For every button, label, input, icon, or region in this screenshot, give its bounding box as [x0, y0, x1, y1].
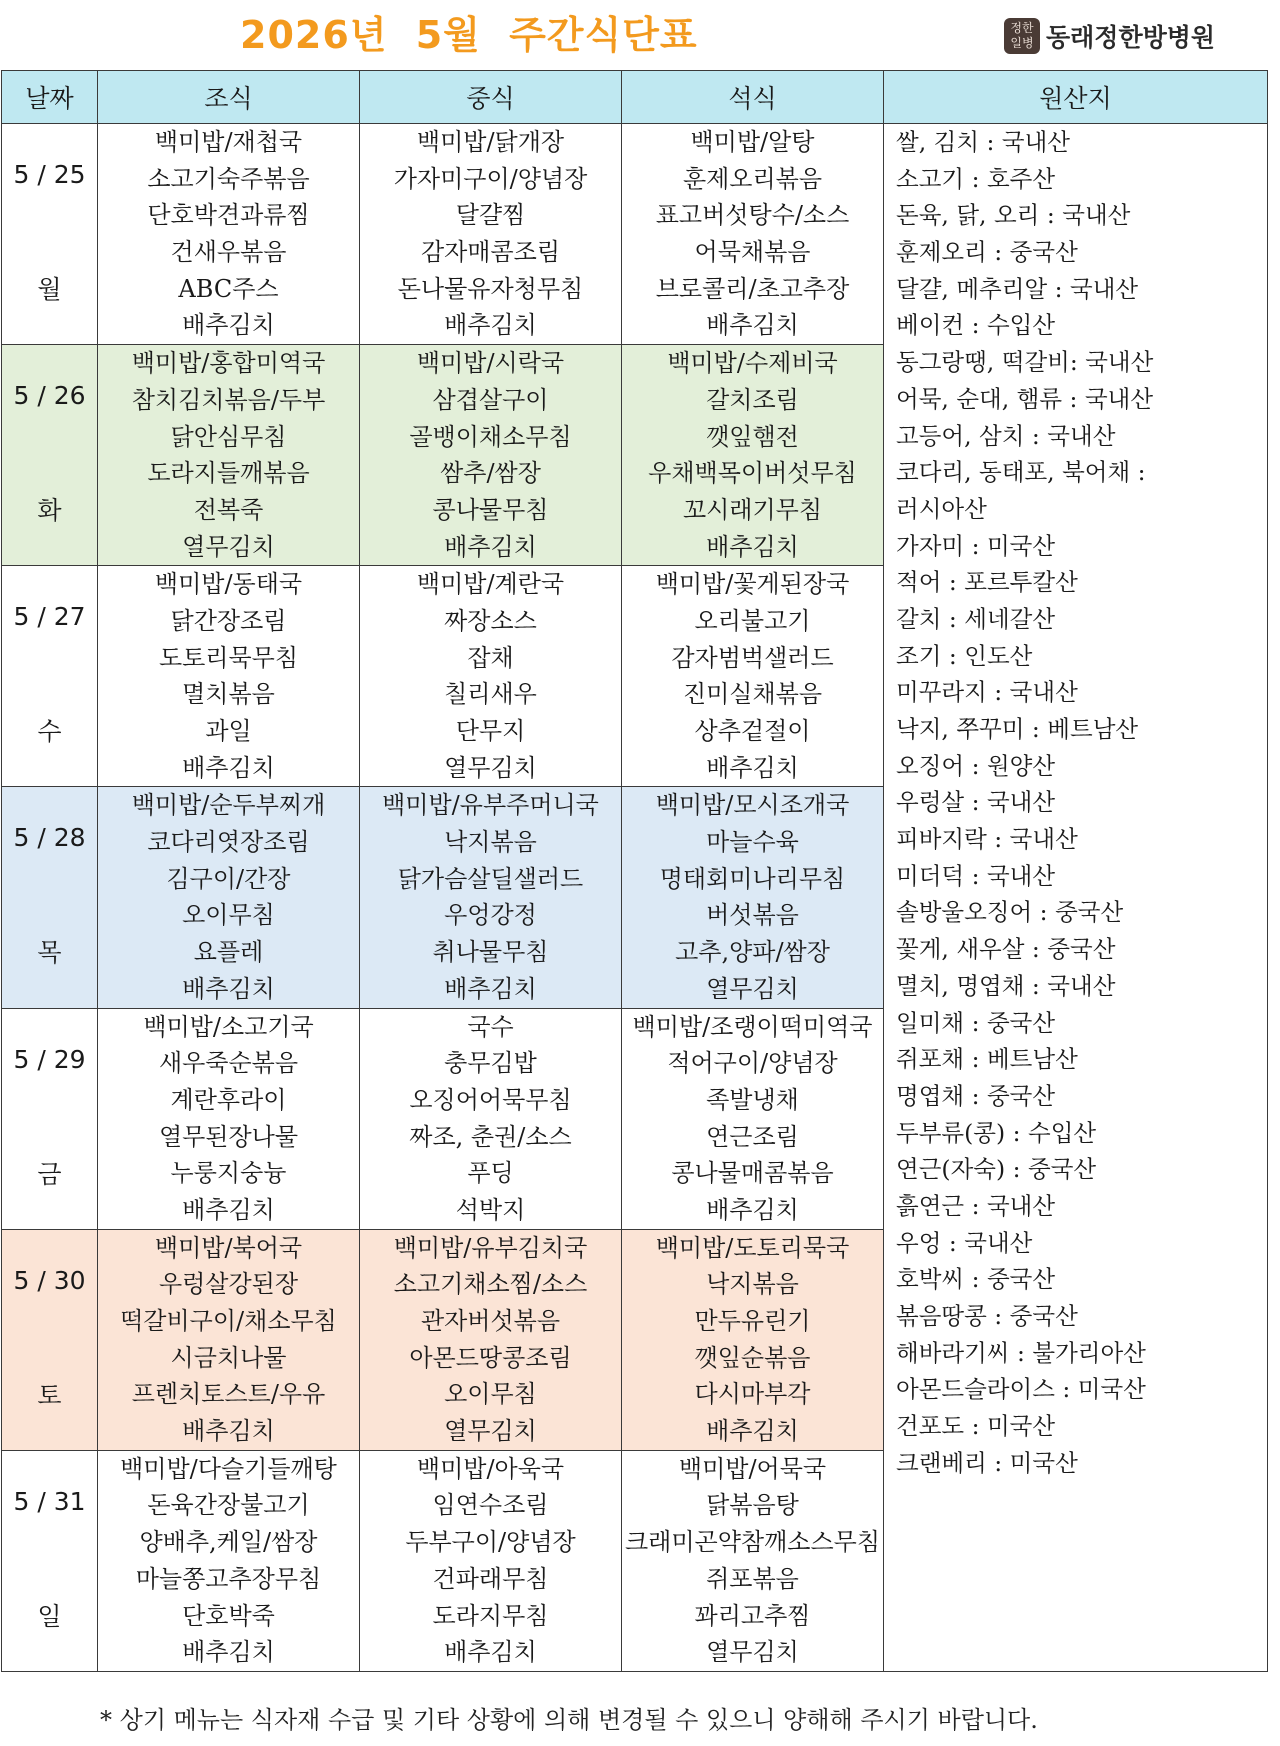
origin-item: 낙지, 쭈꾸미 : 베트남산	[896, 715, 1139, 743]
menu-item: 오이무침	[444, 1380, 537, 1409]
date-number: 5 / 28	[13, 823, 86, 853]
origin-item: 꽃게, 새우살 : 중국산	[896, 935, 1116, 964]
menu-item: 크래미곤약참깨소스무침	[624, 1528, 881, 1557]
origin-item: 아몬드슬라이스 : 미국산	[896, 1375, 1146, 1404]
breakfast-cell	[98, 1450, 360, 1671]
menu-item: 배추김치	[182, 974, 275, 1003]
origin-item: 해바라기씨 : 불가리아산	[896, 1338, 1146, 1367]
menu-item: 배추김치	[444, 532, 537, 561]
menu-item: 백미밥/계란국	[416, 570, 565, 599]
menu-item: 소고기숙주볶음	[147, 164, 310, 193]
dinner-cell	[622, 787, 884, 1008]
origin-item: 명엽채 : 중국산	[896, 1081, 1056, 1110]
menu-item: 배추김치	[182, 753, 275, 782]
menu-item: 우엉강정	[444, 901, 537, 930]
lunch-cell	[360, 787, 622, 1008]
menu-item: 백미밥/수제비국	[667, 349, 838, 378]
day-of-week: 금	[37, 1159, 62, 1189]
origin-item: 우렁살 : 국내산	[896, 788, 1056, 817]
origin-item: 일미채 : 중국산	[896, 1008, 1056, 1037]
dinner-cell	[622, 1229, 884, 1450]
menu-item: 백미밥/순두부찌개	[131, 791, 326, 820]
menu-item: 감자매콤조림	[420, 238, 561, 267]
origin-item: 호박씨 : 중국산	[896, 1265, 1056, 1294]
menu-item: 김구이/간장	[166, 864, 291, 893]
menu-item: 도라지무침	[432, 1601, 549, 1630]
menu-item: 단호박견과류찜	[147, 201, 310, 230]
menu-item: 꽈리고추찜	[694, 1601, 811, 1630]
menu-item: 백미밥/유부김치국	[393, 1233, 588, 1262]
origin-item: 러시아산	[896, 494, 987, 523]
dinner-cell	[622, 1450, 884, 1671]
menu-item: 백미밥/동태국	[154, 570, 303, 599]
date-number: 5 / 29	[13, 1044, 86, 1074]
menu-item: 백미밥/조랭이떡미역국	[632, 1012, 873, 1041]
menu-item: 백미밥/홍합미역국	[131, 349, 326, 378]
menu-item: 백미밥/아욱국	[416, 1454, 565, 1483]
menu-item: 백미밥/닭개장	[416, 128, 565, 156]
date-number: 5 / 26	[13, 381, 86, 411]
menu-item: 백미밥/꽃게된장국	[655, 570, 850, 599]
breakfast-cell	[98, 345, 360, 566]
menu-item: 고추,양파/쌈장	[675, 938, 830, 967]
menu-item: 백미밥/도토리묵국	[655, 1233, 850, 1262]
origin-item: 멸치, 명엽채 : 국내산	[896, 971, 1116, 1000]
menu-item: 백미밥/다슬기들깨탕	[120, 1454, 337, 1483]
menu-item: 족발냉채	[706, 1085, 799, 1114]
menu-item: 요플레	[193, 938, 264, 967]
origin-item: 돈육, 닭, 오리 : 국내산	[896, 201, 1131, 230]
menu-item: 가자미구이/양념장	[393, 164, 588, 193]
menu-item: 새우죽순볶음	[158, 1049, 299, 1078]
day-of-week: 화	[37, 496, 62, 526]
menu-item: 열무김치	[706, 974, 799, 1003]
menu-item: ABC주스	[178, 274, 279, 303]
menu-item: 누룽지숭늉	[170, 1159, 287, 1188]
menu-item: 배추김치	[182, 1417, 275, 1446]
lunch-cell	[360, 1229, 622, 1450]
menu-item: 배추김치	[182, 1638, 275, 1667]
column-header-dinner: 석식	[622, 71, 884, 124]
origin-item: 고등어, 삼치 : 국내산	[896, 421, 1116, 450]
origin-item: 건포도 : 미국산	[896, 1412, 1056, 1441]
origin-item: 흙연근 : 국내산	[896, 1191, 1056, 1220]
hospital-logo-icon: 정한 일병	[1004, 18, 1040, 54]
menu-item: 충무김밥	[444, 1049, 537, 1078]
menu-item: 석박지	[455, 1195, 526, 1224]
menu-item: 연근조림	[706, 1122, 799, 1151]
menu-item: 마늘쫑고추장무침	[135, 1564, 322, 1593]
date-number: 5 / 25	[13, 160, 86, 189]
origin-item: 적어 : 포르투칼산	[896, 568, 1078, 597]
dinner-cell	[622, 345, 884, 566]
menu-item: 잡채	[467, 643, 514, 672]
day-row	[2, 124, 1268, 345]
date-number: 5 / 30	[13, 1265, 86, 1295]
menu-item: 배추김치	[706, 532, 799, 561]
menu-item: 계란후라이	[170, 1085, 287, 1114]
origin-item: 미꾸라지 : 국내산	[896, 678, 1078, 707]
origin-item: 쌀, 김치 : 국내산	[896, 128, 1071, 156]
column-header-lunch: 중식	[360, 71, 622, 124]
menu-item: 배추김치	[706, 1417, 799, 1446]
origin-item: 달걀, 메추리알 : 국내산	[896, 274, 1139, 303]
menu-item: 닭간장조림	[170, 606, 287, 635]
table-header-row	[2, 71, 1268, 124]
menu-item: 쌈추/쌈장	[440, 459, 541, 488]
menu-item: 열무김치	[182, 532, 275, 561]
menu-item: 마늘수육	[706, 828, 799, 857]
menu-item: 열무김치	[444, 753, 537, 782]
origin-item: 미더덕 : 국내산	[896, 861, 1056, 890]
menu-item: 건파래무침	[432, 1564, 549, 1593]
menu-item: 진미실채볶음	[682, 680, 823, 709]
date-cell	[2, 787, 98, 1008]
origin-item: 동그랑땡, 떡갈비: 국내산	[896, 348, 1154, 377]
menu-item: 어묵채볶음	[694, 238, 811, 267]
menu-item: 오리불고기	[694, 606, 811, 635]
menu-item: 오이무침	[182, 901, 275, 930]
menu-item: 두부구이/양념장	[405, 1528, 576, 1557]
origin-item: 코다리, 동태포, 북어채 :	[896, 458, 1146, 487]
origin-item: 어묵, 순대, 햄류 : 국내산	[896, 384, 1154, 413]
menu-item: 국수	[467, 1012, 514, 1041]
menu-item: 멸치볶음	[182, 680, 275, 709]
menu-item: 참치김치볶음/두부	[131, 385, 326, 414]
day-of-week: 월	[37, 275, 62, 304]
menu-item: 프렌치토스트/우유	[131, 1380, 326, 1409]
menu-item: 배추김치	[182, 311, 275, 340]
dinner-cell	[622, 124, 884, 345]
origin-item: 훈제오리 : 중국산	[896, 238, 1078, 267]
menu-item: 버섯볶음	[706, 901, 799, 930]
breakfast-cell	[98, 1008, 360, 1229]
origin-item: 볶음땅콩 : 중국산	[896, 1302, 1078, 1330]
breakfast-cell	[98, 787, 360, 1008]
menu-item: 백미밥/재첩국	[154, 128, 303, 156]
menu-item: 도토리묵무침	[158, 643, 299, 672]
lunch-cell	[360, 124, 622, 345]
lunch-cell	[360, 345, 622, 566]
menu-item: 낙지볶음	[706, 1270, 799, 1299]
menu-item: 열무김치	[706, 1638, 799, 1667]
origin-list-cell	[884, 124, 1268, 1672]
menu-item: 우채백목이버섯무침	[648, 459, 857, 488]
menu-item: 돈육간장불고기	[147, 1491, 310, 1520]
menu-item: 배추김치	[706, 753, 799, 782]
menu-item: 열무김치	[444, 1417, 537, 1446]
menu-item: 꼬시래기무침	[682, 495, 823, 524]
origin-item: 오징어 : 원양산	[896, 751, 1056, 780]
date-cell	[2, 1008, 98, 1229]
menu-item: 짜조, 춘권/소스	[409, 1122, 572, 1151]
menu-item: 배추김치	[444, 974, 537, 1003]
lunch-cell	[360, 566, 622, 787]
origin-item: 두부류(콩) : 수입산	[896, 1118, 1097, 1147]
menu-item: 취나물무침	[432, 938, 549, 967]
menu-item: 백미밥/북어국	[154, 1233, 303, 1262]
menu-item: 상추겉절이	[694, 717, 811, 745]
date-cell	[2, 566, 98, 787]
menu-item: 콩나물무침	[432, 495, 549, 524]
menu-item: 깻잎햄전	[706, 422, 799, 451]
hospital-brand	[1004, 18, 1215, 54]
menu-item: 푸딩	[467, 1159, 514, 1188]
menu-item: 골뱅이채소무침	[409, 422, 572, 451]
lunch-cell	[360, 1450, 622, 1671]
menu-item: 칠리새우	[444, 680, 537, 709]
menu-item: 우렁살강된장	[158, 1270, 299, 1299]
date-number: 5 / 27	[13, 602, 86, 632]
menu-item: 깻잎순볶음	[694, 1343, 811, 1372]
day-of-week: 수	[37, 717, 62, 747]
menu-item: 달걀찜	[455, 201, 526, 230]
origin-item: 베이컨 : 수입산	[896, 311, 1056, 340]
origin-item: 피바지락 : 국내산	[896, 825, 1078, 854]
breakfast-cell	[98, 566, 360, 787]
dinner-cell	[622, 566, 884, 787]
dinner-cell	[622, 1008, 884, 1229]
menu-item: 명태회미나리무침	[659, 864, 846, 893]
menu-item: 삼겹살구이	[432, 385, 549, 414]
menu-item: 열무된장나물	[158, 1122, 299, 1151]
menu-item: 백미밥/소고기국	[143, 1012, 314, 1041]
menu-item: 쥐포볶음	[706, 1564, 799, 1593]
date-cell	[2, 1229, 98, 1450]
day-of-week: 목	[37, 938, 62, 968]
breakfast-cell	[98, 124, 360, 345]
menu-item: 낙지볶음	[444, 828, 537, 857]
date-number: 5 / 31	[13, 1486, 86, 1516]
menu-item: 소고기채소찜/소스	[393, 1270, 588, 1299]
origin-item: 갈치 : 세네갈산	[896, 604, 1056, 633]
menu-item: 감자범벅샐러드	[671, 643, 834, 672]
menu-item: 적어구이/양념장	[667, 1049, 838, 1078]
menu-item: 배추김치	[706, 311, 799, 340]
column-header-origin: 원산지	[884, 71, 1268, 124]
hospital-name: 동래정한방병원	[1046, 23, 1216, 52]
date-cell	[2, 1450, 98, 1671]
menu-item: 단호박죽	[182, 1601, 275, 1630]
origin-item: 조기 : 인도산	[896, 641, 1033, 670]
menu-item: 백미밥/모시조개국	[655, 791, 850, 820]
menu-item: 시금치나물	[170, 1343, 287, 1372]
breakfast-cell	[98, 1229, 360, 1450]
menu-item: 양배추,케일/쌈장	[139, 1528, 318, 1557]
menu-item: 관자버섯볶음	[420, 1307, 561, 1335]
origin-item: 가자미 : 미국산	[896, 531, 1056, 560]
menu-item: 돈나물유자청무침	[397, 274, 584, 303]
menu-item: 짜장소스	[444, 606, 537, 635]
menu-item: 배추김치	[444, 311, 537, 340]
origin-item: 쥐포채 : 베트남산	[896, 1045, 1078, 1074]
menu-item: 백미밥/어묵국	[678, 1454, 827, 1483]
menu-item: 백미밥/알탕	[690, 128, 815, 156]
menu-item: 훈제오리볶음	[682, 164, 823, 193]
menu-item: 브로콜리/초고추장	[655, 274, 850, 303]
menu-item: 배추김치	[706, 1195, 799, 1224]
menu-item: 다시마부각	[694, 1380, 811, 1409]
column-header-date: 날짜	[2, 71, 98, 124]
menu-item: 표고버섯탕수/소스	[655, 201, 850, 230]
menu-item: 백미밥/유부주머니국	[382, 791, 599, 820]
day-of-week: 일	[37, 1601, 62, 1631]
menu-item: 갈치조림	[706, 385, 799, 414]
page-title: 2026년 5월 주간식단표	[240, 13, 698, 57]
menu-item: 콩나물매콤볶음	[671, 1159, 834, 1188]
menu-item: 임연수조림	[432, 1491, 549, 1520]
origin-item: 크랜베리 : 미국산	[896, 1448, 1078, 1477]
menu-item: 닭볶음탕	[706, 1491, 799, 1520]
menu-item: 배추김치	[444, 1638, 537, 1667]
menu-item: 도라지들깨볶음	[147, 459, 310, 488]
footnote: * 상기 메뉴는 식자재 수급 및 기타 상황에 의해 변경될 수 있으니 양해해 주시기 바랍니다.	[100, 1706, 1038, 1734]
menu-item: 코다리엿장조림	[147, 828, 310, 857]
day-of-week: 토	[37, 1380, 62, 1410]
menu-item: 아몬드땅콩조림	[409, 1343, 572, 1372]
menu-item: 만두유린기	[694, 1307, 811, 1335]
origin-item: 연근(자숙) : 중국산	[896, 1155, 1097, 1184]
menu-item: 과일	[205, 717, 252, 745]
origin-item: 우엉 : 국내산	[896, 1228, 1033, 1257]
menu-item: 닭가슴살딜샐러드	[397, 864, 584, 893]
menu-item: 오징어어묵무침	[409, 1085, 572, 1114]
menu-item: 백미밥/시락국	[416, 349, 565, 378]
menu-item: 전복죽	[193, 495, 264, 524]
origin-item: 소고기 : 호주산	[896, 164, 1056, 193]
date-cell	[2, 124, 98, 345]
lunch-cell	[360, 1008, 622, 1229]
menu-item: 배추김치	[182, 1195, 275, 1224]
column-header-breakfast: 조식	[98, 71, 360, 124]
menu-item: 떡갈비구이/채소무침	[120, 1307, 337, 1335]
menu-item: 닭안심무침	[170, 422, 287, 451]
menu-item: 건새우볶음	[170, 238, 287, 267]
menu-item: 단무지	[455, 717, 526, 745]
origin-item: 솔방울오징어 : 중국산	[896, 898, 1124, 927]
weekly-menu-table	[1, 70, 1268, 1672]
date-cell	[2, 345, 98, 566]
